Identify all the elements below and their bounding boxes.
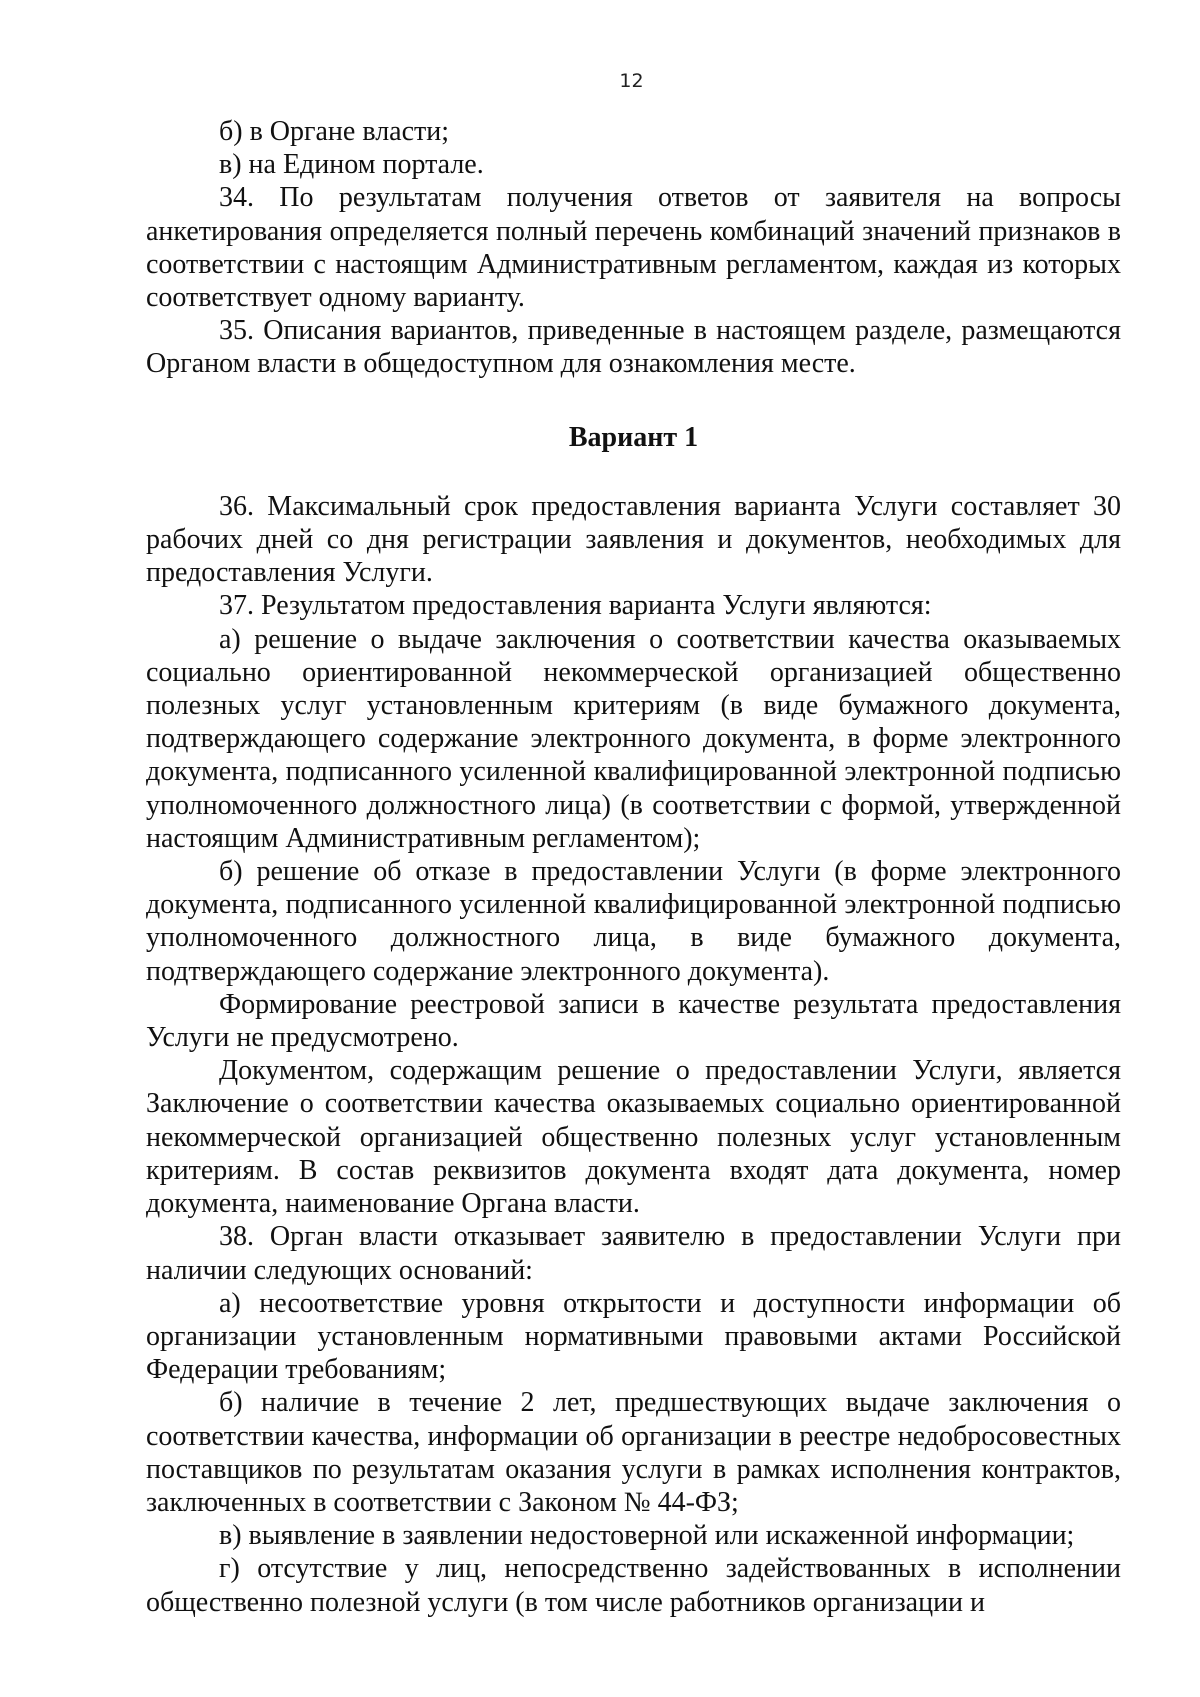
paragraph: б) в Органе власти;: [219, 116, 450, 147]
section-heading: Вариант 1: [568, 421, 699, 453]
paragraph: а) решение о выдаче заключения о соответствии качества оказываемых социально ориентированной некоммерческой организацией общественно полезных услуг установленным критериям (в виде бумажного документа, подтверждающего содержание электронного документа, в форме электронного документа, подписанного усиленной квалифицированной электронной подписью уполномоченного должностного лица) (в соответствии с формой, утвержденной настоящим Административным регламентом);: [146, 623, 1121, 854]
paragraph: г) отсутствие у лиц, непосредственно задействованных в исполнении общественно полезной услуги (в том числе работников организации и: [146, 1553, 1121, 1618]
paragraph: 35. Описания вариантов, приведенные в настоящем разделе, размещаются Органом власти в общедоступном для ознакомления месте.: [146, 315, 1121, 380]
paragraph: Документом, содержащим решение о предоставлении Услуги, является Заключение о соответствии качества оказываемых социально ориентированной некоммерческой организацией общественно полезных услуг установленным критериям. В состав реквизитов документа входят дата документа, номер документа, наименование Органа власти.: [146, 1055, 1121, 1220]
paragraph: а) несоответствие уровня открытости и доступности информации об организации установленным нормативными правовыми актами Российской Федерации требованиям;: [146, 1287, 1121, 1386]
paragraph: б) наличие в течение 2 лет, предшествующих выдаче заключения о соответствии качества, информации об организации в реестре недобросовестных поставщиков по результатам оказания услуги в рамках исполнения контрактов, заключенных в соответствии с Законом № 44-ФЗ;: [146, 1387, 1121, 1518]
paragraph: 34. По результатам получения ответов от заявителя на вопросы анкетирования определяется полный перечень комбинаций значений признаков в соответствии с настоящим Административным регламентом, каждая из которых соответствует одному варианту.: [146, 182, 1121, 314]
document-body: [146, 115, 1121, 1619]
paragraph: 37. Результатом предоставления варианта Услуги являются:: [219, 590, 932, 622]
paragraph: Формирование реестровой записи в качестве результата предоставления Услуги не предусмотрено.: [146, 988, 1121, 1054]
paragraph: б) решение об отказе в предоставлении Услуги (в форме электронного документа, подписанного усиленной квалифицированной электронной подписью уполномоченного должностного лица, в виде бумажного документа, подтверждающего содержание электронного документа).: [146, 856, 1121, 987]
paragraph: в) выявление в заявлении недостоверной или искаженной информации;: [219, 1520, 1075, 1552]
page-number: 12: [619, 70, 644, 92]
paragraph: 38. Орган власти отказывает заявителю в предоставлении Услуги при наличии следующих оснований:: [146, 1221, 1121, 1286]
paragraph: в) на Едином портале.: [219, 149, 484, 181]
paragraph: 36. Максимальный срок предоставления варианта Услуги составляет 30 рабочих дней со дня регистрации заявления и документов, необходимых для предоставления Услуги.: [146, 490, 1121, 589]
